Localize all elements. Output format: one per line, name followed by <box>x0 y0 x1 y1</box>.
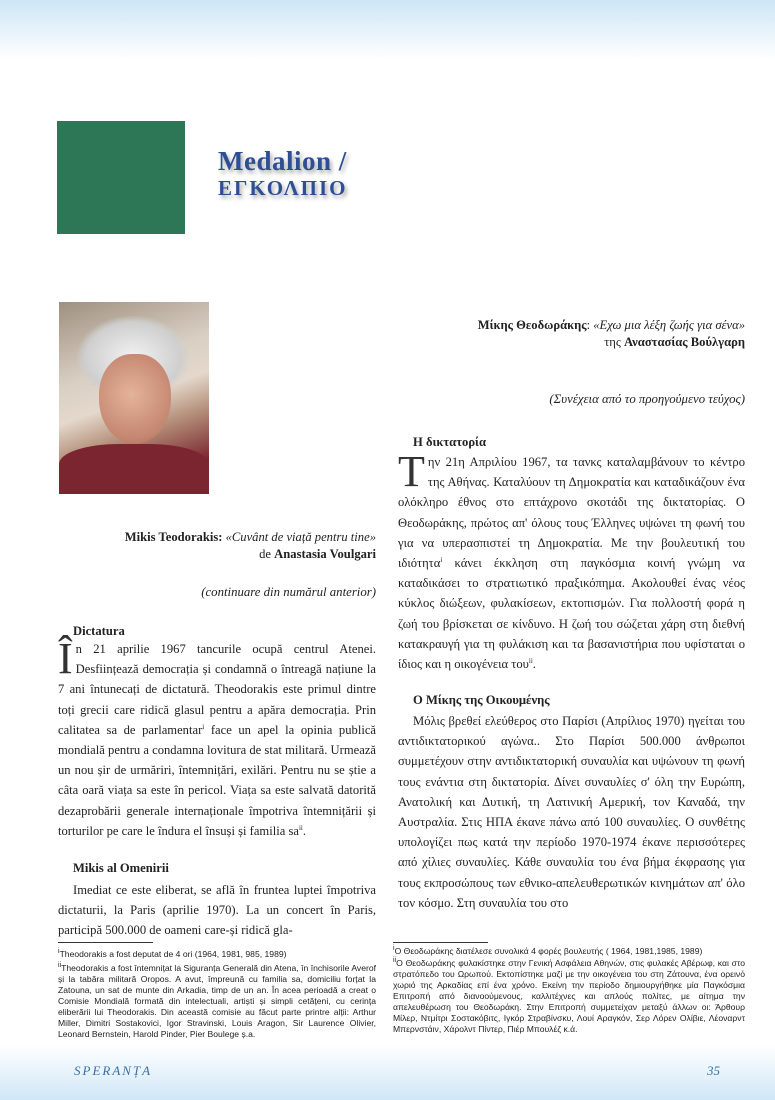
top-gradient-band <box>0 0 775 60</box>
romanian-by-name: Anastasia Voulgari <box>274 547 376 561</box>
romanian-section2-heading: Mikis al Omenirii <box>73 861 169 875</box>
greek-author: Μίκης Θεοδωράκης <box>477 318 587 332</box>
magazine-name: SPERANȚA <box>74 1063 153 1078</box>
greek-footnote-2: $^{ii}$Ο Θεοδωράκης φυλακίστηκε στην Γενική Ασφάλεια Αθηνών, στις φυλακές Αβέρωφ, και στο στρατόπεδο του Ωρωπού. Εκτοπίστηκε μαζί με την οικογένεια του στη Ζάτουνα, ένα ορεινό χωριό της Αρκαδίας επί ένα χρόνο. Εκείνη την περίοδο δημιουργήθηκε μία Παγκόσμια Επιτροπή από διανοούμενους, καλλιτέχνες και απλούς πολίτες, με αίτημα την απελευθέρωση του Θεοδωράκη. Στην Επιτροπή συμμετείχαν μεταξύ άλλων οι: Άρθουρ Μίλερ, Ντμίτρι Σοστακόβιτς, Ιγκόρ Στραβίνσκυ, Λουί Αραγκόν, Σερ Λόρεν Ολίβιε, Λέοναρντ Μπερνστάιν, Χάρολντ Πίντερ, Πιέρ Μπουλέζ κ.ά. <box>393 957 745 1034</box>
romanian-byline <box>58 529 376 563</box>
greek-section1-body: Την 21η Απριλίου 1967, τα τανκς καταλαμβάνουν το κέντρο της Αθήνας. Καταλύουν τη Δημοκρατία και καταδικάζουν ένα ολόκληρο έθνος στο επτάχρονο σκοτάδι της δικτατορίας. Ο Θεοδωράκης, πρώτος απ' όλους τους Έλληνες υψώνει τη φωνή του για να υπερασπιστεί τη Δημοκρατία. Με την βουλευτική του ιδιότητα$^i$ κάνει έκκληση στη παγκόσμια κοινή γνώμη να καταδικάσει το στρατιωτικό πραξικόπημα. Ακολουθεί ένας νέος κύκλος διώξεων, φυλακίσεων, εκτοπισμών. Για πολλοστή φορά η ζωή του βρίσκεται σε κίνδυνο. Η ζωή του σώζεται χάρη στη διεθνή κατακραυγή για τη φυλάκιση και τα βασανιστήρια που υφίσταται ο ίδιος και η οικογένεια του$^{ii}$. <box>398 447 745 672</box>
greek-footnote-rule <box>393 942 488 943</box>
section-color-block <box>57 121 185 234</box>
romanian-section2-body: Imediat ce este eliberat, se află în fruntea luptei împotriva dictaturii, la Paris (aprilie 1970). La un concert în Paris, participă 500.000 de oameni care-și ridică gla- <box>58 883 376 938</box>
page-number: 35 <box>707 1063 720 1078</box>
romanian-footnote-1: $^i$Theodorakis a fost deputat de 4 ori (1964, 1981, 985, 1989) <box>58 948 287 959</box>
greek-by-name: Αναστασίας Βούλγαρη <box>624 335 745 349</box>
romanian-section1-body: În 21 aprilie 1967 tancurile ocupă centrul Atenei. Desființează democrația și condamnă o întreagă națiune la 7 ani întunecați de dictatură. Theodorakis este primul dintre toți grecii care ridică glasul pentru a apăra democrația. Prin calitatea sa de parlamentar$^i$ face un apel la opinia publică mondială pentru a condamna lovitura de stat militară. Urmează un nou șir de urmăriri, întemnițări, exilări. Pentru nu se știe a câta oară viața sa este în pericol. Viața sa este salvată datorită dezaprobării generale internaționale împotriva întemnițării și torturilor pe care le îndura el însuși și familia $sa^{ii}$. <box>58 634 376 838</box>
romanian-work-title: «Cuvânt de viață pentru tine» <box>225 530 376 544</box>
romanian-dropcap: Î <box>58 634 73 683</box>
greek-by-prefix: της <box>604 335 621 349</box>
title-line-2: ΕΓΚΟΛΠΙΟ <box>218 175 348 200</box>
title-line-1: Medalion / <box>218 146 347 176</box>
page-title <box>218 147 348 200</box>
romanian-footnote-rule <box>58 942 153 943</box>
romanian-author: Mikis Teodorakis: <box>124 530 223 544</box>
greek-dropcap: Τ <box>398 447 425 496</box>
portrait-photo <box>59 302 209 494</box>
greek-section1-heading: Η δικτατορία <box>413 435 486 449</box>
romanian-by-prefix: de <box>259 547 272 561</box>
greek-work-title: «Εχω μια λέξη ζωής για σένα» <box>593 318 745 332</box>
romanian-continuation-note: (continuare din numărul anterior) <box>201 585 376 599</box>
greek-section2-body: Μόλις βρεθεί ελεύθερος στο Παρίσι (Απρίλιος 1970) ηγείται του αντιδικτατορικού αγώνα.. Στο Παρίσι 500.000 άνθρωποι συμμετέχουν στην αντιδικτατορική συναυλία και υψώνουν τη φωνή τους ενάντια στη δικτατορία. Δίνει συναυλίες σ' όλη την Ευρώπη, Ανατολική και Δυτική, τη Λατινική Αμερική, τον Καναδά, την Αυστραλία. Στις ΗΠΑ έκανε πάνω από 100 συναυλίες. Ο συνθέτης υπολογίζει πως κατά την περίοδο 1970-1974 έκανε περισσότερες από χίλιες συναυλίες. Κάθε συναυλία του ένα βήμα έκφρασης για τους εκπροσώπους των εθνικο-απελευθερωτικών κινημάτων απ' όλο τον κόσμο. Στη συναυλία του στο <box>398 714 745 910</box>
greek-byline: Μίκης Θεοδωράκης: «Εχω μια λέξη ζωής για σένα» της Αναστασίας Βούλγαρη <box>477 318 745 349</box>
romanian-footnote-2: $^{ii}$Theodorakis a fost întemnițat la Siguranța Generală din Atena, în închisorile Averof și la tabăra militară Oropos. A avut, împreună cu familia sa, domiciliu forțat la Zatouna, un sat de munte din Arkadia, timp de un an. În acea perioadă a creat o Comisie Mondială formată din intelectuali, artiști și simpli cetățeni, cu cerința eliberării lui Theodorakis. Din această comisie au făcut parte printre alții: Arthur Miller, Dimitri Sostakovici, Igor Stravinski, Louis Aragon, Sir Laurence Olivier, Leonard Bernstein, Harold Pinder, Pier Boulege ș.a. <box>58 962 376 1039</box>
greek-section2-heading: Ο Μίκης της Οικουμένης <box>413 693 550 707</box>
greek-continuation-note: (Συνέχεια από το προηγούμενο τεύχος) <box>549 392 745 406</box>
romanian-section1-heading: Dictatura <box>73 624 125 638</box>
greek-footnote-1: $^i$Ο Θεοδωράκης διατέλεσε συνολικά 4 φορές βουλευτής ( 1964, 1981,1985, 1989) <box>393 945 703 956</box>
